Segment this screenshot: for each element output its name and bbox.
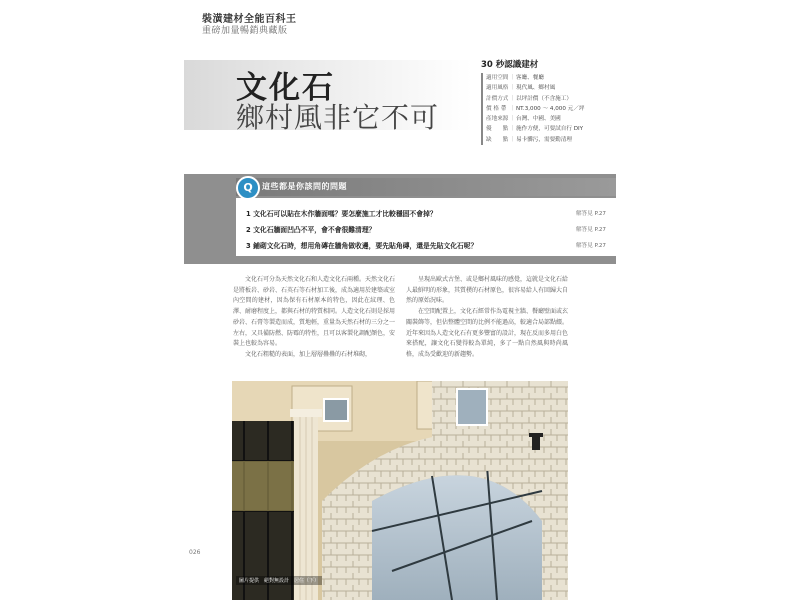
body-paragraph: 文化石粗糙的表面，加上層層疊疊的石材堆砌，: [245, 350, 372, 358]
page-title: 文化石: [236, 70, 335, 106]
facts-sidebar: [481, 58, 613, 145]
qa-answer-ref: 解答見 P.27: [576, 243, 606, 249]
fact-key: 缺 點: [486, 136, 509, 143]
qa-answer-ref: 解答見 P.27: [576, 227, 606, 233]
fact-row: [486, 114, 613, 124]
body-paragraph: 呈現出歐式古堡、或是鄉村風味的感覺，這就是文化石給人最鮮明的形象，其質樸的石材原色，很容易給人有回歸大自然的原始況味。: [406, 276, 569, 305]
fact-row: [486, 73, 613, 83]
fact-row: [486, 104, 613, 114]
body-paragraph: 文化石可分為天然文化石和人造文化石兩種。天然文化石是將板岩、砂岩、石英石等石材加工後，成為適用於建築或室內空間的建材，因為保有石材原本的特色，因此在紋理、色澤、耐磨程度上，都與石材的特質相同。人造文化石則是採用砂岩、石膏等製造而成，質地輕，重量為天然石材的三分之一左右，又具備防燃、防霉的特性，且可以客製化調配顏色，安裝上也較為容易。: [233, 276, 396, 348]
fact-value: 台灣、中國、美國: [516, 116, 561, 123]
page-subtitle: 鄉村風非它不可: [236, 101, 440, 134]
fact-value: 客廳、餐廳: [516, 75, 544, 81]
photo-caption: 圖片提供 絕對無設計 居住（下）: [236, 576, 322, 585]
qa-box: [236, 198, 616, 256]
fact-value: NT.3,000 ～ 4,000 元／坪: [516, 105, 585, 112]
book-subtitle: 重磅加量暢銷典藏版: [202, 26, 288, 36]
fact-value: 易卡髒污，需要勤清理: [516, 136, 572, 143]
book-title: 裝潢建材全能百科王: [202, 14, 297, 25]
fact-key: 價 格 帶: [486, 105, 507, 112]
stone-arch-house-illustration: [232, 381, 568, 600]
body-column-right: [406, 275, 568, 361]
fact-key: 計價方式: [486, 95, 509, 102]
fact-row: [486, 94, 613, 104]
qa-answer-ref: 解答見 P.27: [576, 211, 606, 217]
page-number: 026: [189, 549, 201, 556]
fact-key: 優 點: [486, 126, 509, 133]
question-icon: Q: [236, 176, 260, 200]
fact-key: 產地來源: [486, 116, 509, 123]
qa-heading: 這些都是你該問的問題: [262, 182, 347, 191]
house-photo: [232, 381, 568, 600]
fact-separator: ｜: [510, 126, 516, 133]
qa-question: 1 文化石可以貼在木作牆面嗎？要怎麼施工才比較穩固不會掉？: [246, 210, 437, 218]
fact-row: [486, 135, 613, 145]
fact-row: [486, 124, 613, 134]
fact-separator: ｜: [510, 95, 516, 102]
fact-value: 施作方便，可要試自行 DIY: [516, 126, 584, 133]
fact-separator: ｜: [510, 136, 516, 143]
fact-separator: ｜: [510, 75, 516, 81]
fact-separator: ｜: [510, 105, 516, 112]
body-paragraph: 在空間配置上，文化石經常作為電視主牆、餐廳壁面或玄關裝飾等，但佔整體空間的比例不能過高，較適合局部點綴。近年來因為人造文化石有更多豐富的設計，現在反而多用白色來搭配，讓文化石變得較為單純，多了一點自然風與時尚風格，成為受歡迎的新趨勢。: [406, 308, 569, 358]
fact-key: 適用風格: [486, 85, 509, 92]
fact-separator: ｜: [510, 85, 516, 92]
qa-question: 2 文化石牆面凹凸不平，會不會很難清理？: [246, 226, 376, 234]
fact-row: [486, 83, 613, 93]
fact-separator: ｜: [510, 116, 516, 123]
facts-list: [481, 73, 613, 145]
facts-heading: 30 秒認識建材: [481, 60, 539, 70]
qa-question: 3 鋪砌文化石時，想用角磚在牆角做收邊，要先貼角磚，還是先貼文化石呢？: [246, 242, 478, 250]
body-column-left: [233, 275, 395, 361]
fact-value: 以坪計價（不含施工）: [516, 95, 572, 102]
fact-value: 現代風、鄉村風: [516, 85, 556, 92]
fact-key: 適用空間: [486, 75, 509, 81]
